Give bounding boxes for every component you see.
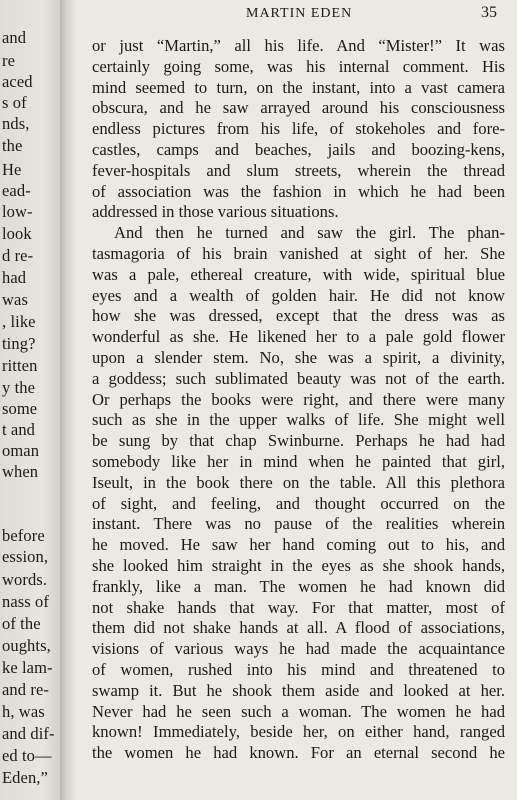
- text-line: certainly going some, was his internal comment. His: [92, 56, 505, 76]
- left-page-fragment: before: [2, 526, 45, 545]
- left-page-fragment: and dif-: [2, 724, 55, 743]
- text-line: addressed in those various situations.: [92, 202, 339, 222]
- left-page-fragment: ritten: [2, 356, 38, 375]
- text-line: Never had he seen such a woman. The women he had: [92, 701, 505, 721]
- left-page-fragment: and re-: [2, 680, 49, 699]
- text-line: endless pictures from his life, of stokeholes and fore-: [92, 119, 505, 139]
- left-page-fragment: , like: [2, 312, 36, 331]
- left-page-fragment: He: [2, 160, 22, 179]
- text-line: obscura, and he saw arrayed around his consciousness: [92, 98, 505, 118]
- text-line: a goddess; such sublimated beauty was not of the earth.: [92, 368, 505, 388]
- left-page-fragment: t and: [2, 420, 36, 439]
- left-page-fragment: y the: [2, 378, 36, 397]
- left-page-fragment: oman: [2, 441, 40, 460]
- text-line: them did not shake hands at all. A flood of associations,: [92, 618, 505, 638]
- text-line: not shake hands that way. For that matter, most of: [92, 597, 505, 617]
- text-line: Or perhaps the books were right, and there were many: [92, 389, 505, 409]
- running-head: MARTIN EDEN: [246, 6, 353, 21]
- left-page-fragment: d re-: [2, 246, 34, 265]
- text-line: tasmagoria of his brain vanished at sight of her. She: [92, 243, 505, 263]
- text-line: eyes and a wealth of golden hair. He did not know: [92, 285, 505, 305]
- left-page-fragment: ting?: [2, 334, 36, 353]
- left-page-fragment: ke lam-: [2, 658, 53, 677]
- text-line: swamp it. But he shook them aside and looked at her.: [92, 680, 505, 700]
- left-page-fragment: aced: [2, 72, 33, 91]
- left-page-fragment: re: [2, 51, 16, 70]
- left-page-fragment: the: [2, 136, 23, 155]
- text-line: mind seemed to turn, on the instant, into a vast camera: [92, 77, 505, 97]
- book-gutter: [60, 0, 76, 800]
- text-line: he moved. He saw her hand coming out to his, and: [92, 535, 505, 555]
- left-page-fragment: h, was: [2, 702, 45, 721]
- text-line: wonderful as she. He likened her to a pale gold flower: [92, 327, 505, 347]
- text-line: frankly, like a man. The women he had known did: [92, 576, 505, 596]
- text-line: And then he turned and saw the girl. The phan-: [114, 223, 505, 243]
- text-line: somebody like her in mind when he painted that girl,: [92, 451, 505, 471]
- text-line: how she was dressed, except that the dress was as: [92, 306, 505, 326]
- body-text: [92, 36, 505, 764]
- text-line: of sight, and feeling, and thought occurred on the: [92, 493, 505, 513]
- page-number: 35: [481, 4, 497, 21]
- text-line: instant. There was no pause of the realities wherein: [92, 514, 505, 534]
- left-page-fragment: s of: [2, 93, 27, 112]
- text-line: the women he had known. For an eternal second he: [92, 743, 505, 763]
- right-page: [76, 0, 517, 800]
- left-page-fragment: ession,: [2, 547, 49, 566]
- text-line: fever-hospitals and slum streets, wherein the thread: [92, 160, 505, 180]
- left-page-fragment: words.: [2, 570, 48, 589]
- left-page-fragment: look: [2, 224, 32, 243]
- left-page-fragment: Eden,”: [2, 768, 48, 787]
- text-line: of association was the fashion in which he had been: [92, 181, 505, 201]
- text-line: Iseult, in the book there on the table. All this plethora: [92, 472, 505, 492]
- text-line: or just “Martin,” all his life. And “Mister!” It was: [92, 36, 505, 55]
- left-page-fragment: nds,: [2, 114, 30, 133]
- left-page-fragment: low-: [2, 202, 33, 221]
- left-page-fragment: when: [2, 462, 39, 481]
- left-page: [0, 0, 60, 800]
- text-line: known! Immediately, beside her, on either hand, ranged: [92, 722, 505, 742]
- text-line: of women, rushed into his mind and threatened to: [92, 659, 505, 679]
- text-line: was a pale, ethereal creature, with wide, spiritual blue: [92, 264, 505, 284]
- text-line: such as she in the upper walks of life. She might well: [92, 410, 505, 430]
- left-page-fragment: oughts,: [2, 636, 51, 655]
- left-page-fragment: some: [2, 399, 38, 418]
- left-page-fragment: ed to—: [2, 746, 52, 765]
- left-page-fragment: had: [2, 268, 27, 287]
- text-line: upon a slender stem. No, she was a spirit, a divinity,: [92, 347, 505, 367]
- left-page-fragment: of the: [2, 614, 41, 633]
- left-page-fragment: nass of: [2, 592, 49, 611]
- text-line: be sung by that chap Swinburne. Perhaps he had had: [92, 431, 505, 451]
- text-line: she looked him straight in the eyes as she shook hands,: [92, 555, 505, 575]
- left-page-fragment: ead-: [2, 181, 31, 200]
- left-page-fragment: and: [2, 28, 27, 47]
- text-line: castles, camps and beaches, jails and boozing-kens,: [92, 139, 505, 159]
- left-page-fragment: was: [2, 290, 28, 309]
- text-line: visions of various ways he had made the acquaintance: [92, 639, 505, 659]
